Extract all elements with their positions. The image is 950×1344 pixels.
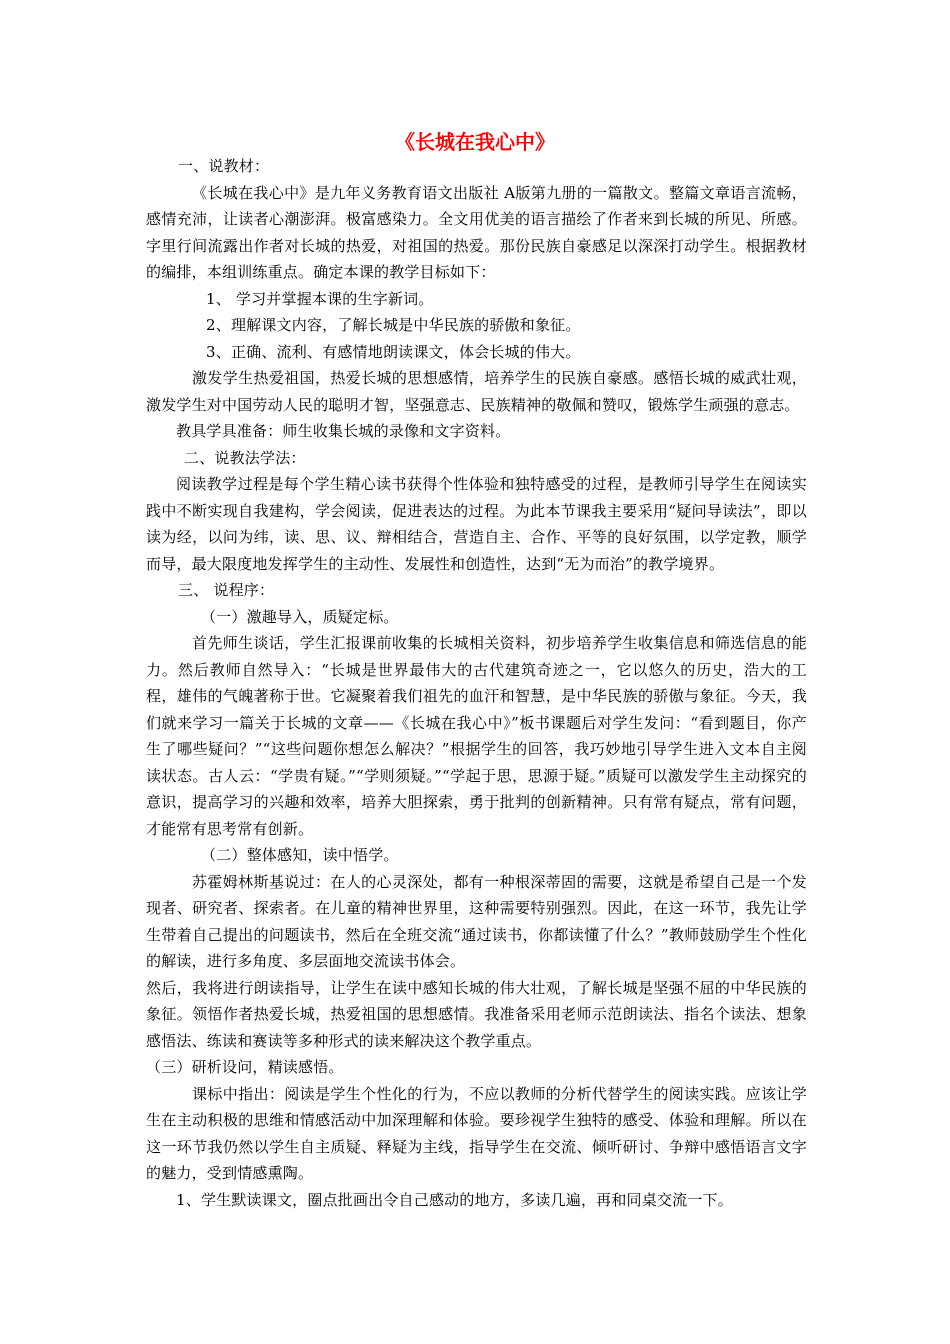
paragraph: 3、正确、流利、有感情地朗读课文，体会长城的伟大。 bbox=[206, 342, 581, 361]
paragraph: 首先师生谈话，学生汇报课前收集的长城相关资料，初步培养学生收集信息和筛选信息的能力。然后教师自然导入：“长城是世界最伟大的古代建筑奇迹之一，它以悠久的历史，浩大的工程，雄伟的气魄著称于世。它凝聚着我们祖先的血汗和智慧，是中华民族的骄傲与象征。今天，我们就来学习一篇关于长城的文章——《长城在我心中》”板书课题后对学生发问：“看到题目，你产生了哪些疑问？”“这些问题你想怎么解决？”根据学生的回答，我巧妙地引导学生进入文本自主阅读状态。古人云：“学贵有疑。”“学则须疑。”“学起于思，思源于疑。”质疑可以激发学生主动探究的意识，提高学习的兴趣和效率，培养大胆探索，勇于批判的创新精神。只有常有疑点，常有问题，才能常有思考常有创新。 bbox=[146, 634, 807, 838]
paragraph: 二、说教法学法： bbox=[184, 448, 306, 467]
paragraph: 三、 说程序： bbox=[178, 581, 275, 599]
paragraph: 1、学生默读课文，圈点批画出令自己感动的地方，多读几遍，再和同桌交流一下。 bbox=[176, 1190, 733, 1209]
paragraph: 苏霍姆林斯基说过：在人的心灵深处，都有一种根深蒂固的需要，这就是希望自己是一个发现者、研究者、探索者。在儿童的精神世界里，这种需要特别强烈。因此，在这一环节，我先让学生带着自己提出的问题读书，然后在全班交流“通过读书，你都读懂了什么？”教师鼓励学生个性化的解读，进行多角度、多层面地交流读书体会。 bbox=[146, 872, 807, 970]
paragraph: 教具学具准备：师生收集长城的录像和文字资料。 bbox=[176, 422, 511, 440]
paragraph: 一、说教材： bbox=[178, 157, 270, 175]
paragraph: 2、理解课文内容，了解长城是中华民族的骄傲和象征。 bbox=[206, 316, 581, 334]
paragraph: 1、 学习并掌握本课的生字新词。 bbox=[206, 289, 434, 308]
paragraph: 阅读教学过程是每个学生精心读书获得个性体验和独特感受的过程，是教师引导学生在阅读实践中不断实现自我建构，学会阅读，促进表达的过程。为此本节课我主要采用“疑问导读法”，即以读为经，以问为纬，读、思、议、辩相结合，营造自主、合作、平等的良好氛围，以学定教，顺学而导，最大限度地发挥学生的主动性、发展性和创造性，达到“无为而治”的教学境界。 bbox=[146, 475, 807, 573]
paragraph: 激发学生热爱祖国，热爱长城的思想感情，培养学生的民族自豪感。感悟长城的威武壮观，激发学生对中国劳动人民的聪明才智，坚强意志、民族精神的敬佩和赞叹，锻炼学生顽强的意志。 bbox=[146, 369, 807, 414]
paragraph: （二）整体感知，读中悟学。 bbox=[201, 846, 399, 864]
paragraph: （一）激趣导入，质疑定标。 bbox=[201, 607, 399, 626]
document-body bbox=[146, 153, 807, 1213]
paragraph: 课标中指出：阅读是学生个性化的行为，不应以教师的分析代替学生的阅读实践。应该让学生在主动积极的思维和情感活动中加深理解和体验。要珍视学生独特的感受、体验和理解。所以在这一环节我仍然以学生自主质疑、释疑为主线，指导学生在交流、倾听研讨、争辩中感悟语言文字的魅力，受到情感熏陶。 bbox=[146, 1084, 807, 1182]
paragraph: 然后，我将进行朗读指导，让学生在读中感知长城的伟大壮观，了解长城是坚强不屈的中华民族的象征。领悟作者热爱长城，热爱祖国的思想感情。我准备采用老师示范朗读法、指名个读法、想象感悟法、练读和赛读等多种形式的读来解决这个教学重点。 bbox=[146, 978, 807, 1050]
document-title: 《长城在我心中》 bbox=[395, 130, 555, 154]
paragraph: （三）研析设问，精读感悟。 bbox=[146, 1058, 344, 1076]
paragraph: 《长城在我心中》是九年义务教育语文出版社 A版第九册的一篇散文。整篇文章语言流畅，感情充沛，让读者心潮澎湃。极富感染力。全文用优美的语言描绘了作者来到长城的所见、所感。字里行间流露出作者对长城的热爱，对祖国的热爱。那份民族自豪感足以深深打动学生。根据教材的编排，本组训练重点。确定本课的教学目标如下： bbox=[146, 183, 807, 281]
